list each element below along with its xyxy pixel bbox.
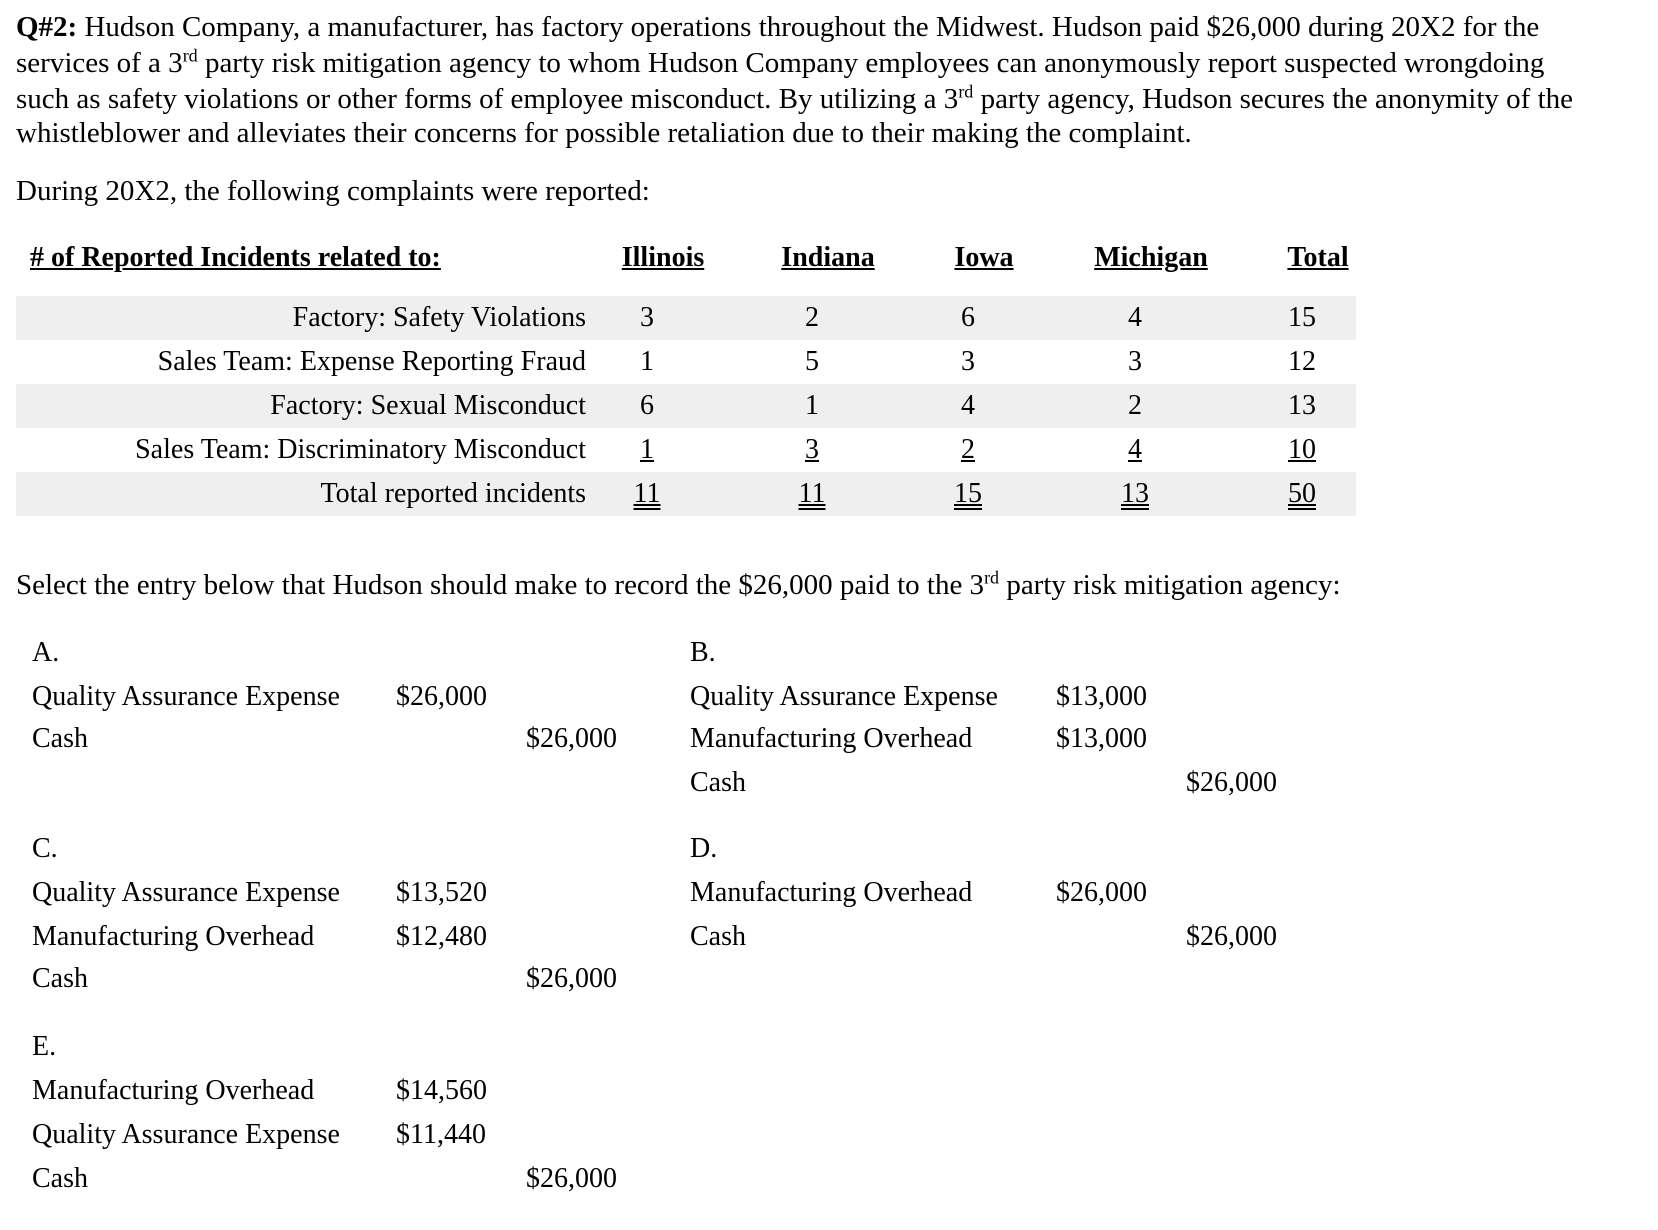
question-line-2: services of a 3rd party risk mitigation agency to whom Hudson Company employees can anonymously report suspected wrongdoing <box>16 45 1545 79</box>
cell-value: 5 <box>805 346 819 377</box>
total-value: 11 <box>633 478 661 509</box>
prompt-text: Select the entry below that Hudson should make to record the $26,000 paid to the 3rd party risk mitigation agency: <box>16 567 1341 601</box>
account-name: Cash <box>690 767 746 798</box>
debit-amount: $11,440 <box>396 1119 486 1150</box>
credit-amount: $26,000 <box>526 1163 617 1194</box>
cell-value: 4 <box>1128 434 1142 465</box>
credit-amount: $26,000 <box>526 723 617 754</box>
row-label: Factory: Sexual Misconduct <box>270 390 586 421</box>
cell-value: 4 <box>1128 302 1142 333</box>
row-label: Sales Team: Discriminatory Misconduct <box>135 434 586 465</box>
col-header: Indiana <box>781 242 875 273</box>
col-header: Iowa <box>954 242 1014 273</box>
cell-value: 2 <box>1128 390 1142 421</box>
cell-value: 6 <box>961 302 975 333</box>
debit-amount: $13,000 <box>1056 723 1147 754</box>
cell-value: 2 <box>805 302 819 333</box>
cell-value: 12 <box>1288 346 1316 377</box>
account-name: Manufacturing Overhead <box>32 921 315 952</box>
account-name: Manufacturing Overhead <box>690 877 973 908</box>
cell-value: 13 <box>1288 390 1316 421</box>
question-line-4: whistleblower and alleviates their concerns for possible retaliation due to their making the complaint. <box>16 117 1192 149</box>
debit-amount: $13,000 <box>1056 681 1147 712</box>
option-letter: B. <box>690 637 716 668</box>
cell-value: 6 <box>640 390 654 421</box>
debit-amount: $26,000 <box>396 681 487 712</box>
option-letter: D. <box>690 833 718 864</box>
row-label: Factory: Safety Violations <box>292 302 586 333</box>
debit-amount: $13,520 <box>396 877 487 908</box>
question-line-1 <box>16 8 1539 46</box>
row-label: Total reported incidents <box>320 478 586 509</box>
table-row <box>16 428 1356 472</box>
cell-value: 15 <box>1288 302 1316 333</box>
debit-amount: $14,560 <box>396 1075 487 1106</box>
account-name: Cash <box>32 1163 88 1194</box>
total-value: 15 <box>954 478 982 509</box>
cell-value: 4 <box>961 390 975 421</box>
account-name: Cash <box>32 723 88 754</box>
cell-value: 1 <box>805 390 819 421</box>
question-label: Q#2: <box>16 11 78 43</box>
option-letter: A. <box>32 637 60 668</box>
account-name: Quality Assurance Expense <box>32 1119 340 1150</box>
col-header: Michigan <box>1094 242 1208 273</box>
table-row <box>16 340 1356 384</box>
debit-amount: $26,000 <box>1056 877 1147 908</box>
table-header-label: # of Reported Incidents related to: <box>30 242 441 273</box>
account-name: Quality Assurance Expense <box>32 877 340 908</box>
table-total-row <box>16 472 1356 516</box>
table-header <box>16 238 1356 278</box>
intro-text: During 20X2, the following complaints were reported: <box>16 175 650 207</box>
cell-value: 3 <box>640 302 654 333</box>
debit-amount: $12,480 <box>396 921 487 952</box>
account-name: Manufacturing Overhead <box>690 723 973 754</box>
cell-value: 3 <box>805 434 819 465</box>
account-name: Quality Assurance Expense <box>32 681 340 712</box>
credit-amount: $26,000 <box>1186 921 1277 952</box>
question-line-3: such as safety violations or other forms of employee misconduct. By utilizing a 3rd party agency, Hudson secures the anonymity of the <box>16 81 1574 115</box>
total-value: 13 <box>1121 478 1149 509</box>
account-name: Quality Assurance Expense <box>690 681 998 712</box>
credit-amount: $26,000 <box>526 963 617 994</box>
table-row <box>16 296 1356 340</box>
col-header: Illinois <box>621 242 705 273</box>
total-value: 50 <box>1288 478 1316 509</box>
cell-value: 1 <box>640 434 654 465</box>
table-row <box>16 384 1356 428</box>
cell-value: 3 <box>961 346 975 377</box>
cell-value: 10 <box>1288 434 1316 465</box>
account-name: Manufacturing Overhead <box>32 1075 315 1106</box>
cell-value: 1 <box>640 346 654 377</box>
option-letter: E. <box>32 1031 57 1062</box>
cell-value: 3 <box>1128 346 1142 377</box>
credit-amount: $26,000 <box>1186 767 1277 798</box>
row-label: Sales Team: Expense Reporting Fraud <box>157 346 586 377</box>
question-text-1: Hudson Company, a manufacturer, has factory operations throughout the Midwest. Hudson paid $26,000 during 20X2 for the <box>84 11 1540 43</box>
option-letter: C. <box>32 833 58 864</box>
cell-value: 2 <box>961 434 975 465</box>
col-header: Total <box>1287 242 1349 273</box>
account-name: Cash <box>690 921 746 952</box>
account-name: Cash <box>32 963 88 994</box>
total-value: 11 <box>798 478 826 509</box>
